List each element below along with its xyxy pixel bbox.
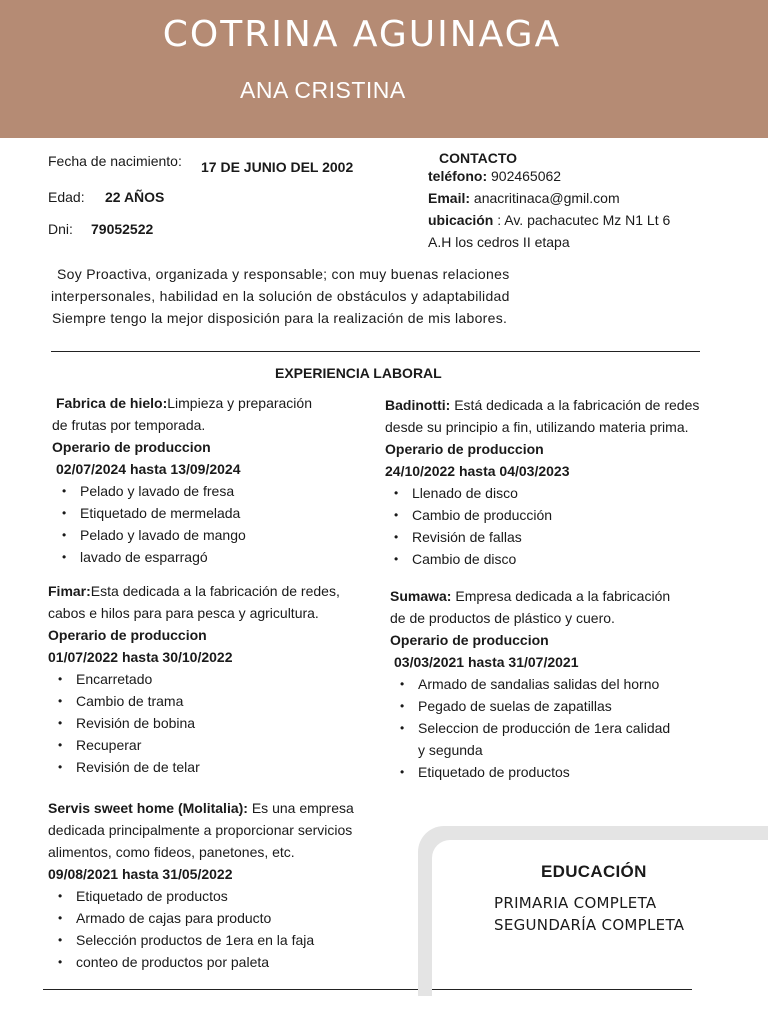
job-sumawa-tasks bbox=[390, 673, 670, 783]
birth-label: Fecha de nacimiento: bbox=[48, 153, 182, 169]
age-value: 22 AÑOS bbox=[105, 189, 165, 205]
location-label: ubicación bbox=[428, 212, 494, 228]
location-value: : Av. pachacutec Mz N1 Lt 6 bbox=[493, 212, 671, 228]
list-item: • Pegado de suelas de zapatillas bbox=[390, 695, 670, 717]
list-item: • Seleccion de producción de 1era calidad bbox=[390, 717, 670, 739]
contact-phone bbox=[428, 165, 561, 187]
contact-location bbox=[428, 209, 670, 231]
profile-line-2: interpersonales, habilidad en la solución de obstáculos y adaptabilidad bbox=[51, 288, 510, 304]
job-servis-tasks bbox=[48, 885, 314, 973]
job-sumawa-desc: Empresa dedicada a la fabricación bbox=[451, 588, 671, 604]
job-badinotti-desc: Está dedicada a la fabricación de redes bbox=[450, 397, 700, 413]
dni-value: 79052522 bbox=[91, 221, 154, 237]
job-sumawa-role: Operario de produccion bbox=[390, 632, 549, 648]
job-fimar-header bbox=[48, 580, 340, 602]
job-badinotti-role: Operario de produccion bbox=[385, 441, 544, 457]
job-sumawa-company: Sumawa: bbox=[390, 588, 452, 604]
job-fimar-desc-2: cabos e hilos para para pesca y agricultura. bbox=[48, 605, 319, 621]
job-servis-company: Servis sweet home (Molitalia): bbox=[48, 800, 248, 816]
section-divider bbox=[51, 351, 700, 352]
job-sumawa-desc-2: de de productos de plástico y cuero. bbox=[390, 610, 615, 626]
list-item: • Cambio de producción bbox=[384, 504, 552, 526]
list-item: • Revisión de de telar bbox=[48, 756, 200, 778]
profile-line-1: Soy Proactiva, organizada y responsable; con muy buenas relaciones bbox=[57, 266, 510, 282]
job-hielo-desc: Limpieza y preparación bbox=[167, 395, 312, 411]
job-sumawa-header bbox=[390, 585, 670, 607]
list-item: • Llenado de disco bbox=[384, 482, 552, 504]
list-item: • Cambio de disco bbox=[384, 548, 552, 570]
job-fimar-dates: 01/07/2022 hasta 30/10/2022 bbox=[48, 649, 233, 665]
job-servis-header bbox=[48, 797, 354, 819]
job-servis-desc-3: alimentos, como fideos, panetones, etc. bbox=[48, 844, 295, 860]
phone-value: 902465062 bbox=[487, 168, 562, 184]
job-badinotti-tasks bbox=[384, 482, 552, 570]
list-item: • Etiquetado de productos bbox=[390, 761, 670, 783]
bottom-rule-right bbox=[432, 989, 692, 990]
job-hielo-dates: 02/07/2024 hasta 13/09/2024 bbox=[56, 461, 241, 477]
experience-title: EXPERIENCIA LABORAL bbox=[275, 365, 442, 381]
list-item: • Revisión de fallas bbox=[384, 526, 552, 548]
list-item: • Pelado y lavado de mango bbox=[52, 524, 246, 546]
contact-title: CONTACTO bbox=[439, 150, 518, 166]
list-item: • Etiquetado de mermelada bbox=[52, 502, 246, 524]
job-hielo-header bbox=[56, 392, 312, 414]
job-hielo-desc-2: de frutas por temporada. bbox=[52, 417, 206, 433]
education-item-2: SEGUNDARÍA COMPLETA bbox=[494, 916, 685, 934]
job-servis-desc-2: dedicada principalmente a proporcionar servicios bbox=[48, 822, 353, 838]
list-item-continuation: y segunda bbox=[418, 742, 483, 758]
surname-title: COTRINA AGUINAGA bbox=[162, 14, 562, 55]
list-item: • Encarretado bbox=[48, 668, 200, 690]
list-item: • Etiquetado de productos bbox=[48, 885, 314, 907]
location-value-line2: A.H los cedros II etapa bbox=[428, 234, 570, 250]
job-hielo-company: Fabrica de hielo: bbox=[56, 395, 168, 411]
job-badinotti-desc-2: desde su principio a fin, utilizando materia prima. bbox=[385, 419, 689, 435]
job-servis-dates: 09/08/2021 hasta 31/05/2022 bbox=[48, 866, 233, 882]
list-item: • Recuperar bbox=[48, 734, 200, 756]
education-item-1: PRIMARIA COMPLETA bbox=[494, 894, 657, 912]
job-fimar-role: Operario de produccion bbox=[48, 627, 207, 643]
first-name: ANA CRISTINA bbox=[240, 77, 406, 103]
list-item: • Armado de cajas para producto bbox=[48, 907, 314, 929]
job-badinotti-header bbox=[385, 394, 699, 416]
job-fimar-desc: Esta dedicada a la fabricación de redes, bbox=[90, 583, 340, 599]
list-item: • Revisión de bobina bbox=[48, 712, 200, 734]
contact-email bbox=[428, 187, 620, 209]
list-item: • lavado de esparragó bbox=[52, 546, 246, 568]
job-hielo-role: Operario de produccion bbox=[52, 439, 211, 455]
job-servis-desc: Es una empresa bbox=[247, 800, 354, 816]
dni-label: Dni: bbox=[48, 221, 73, 237]
bottom-rule-left bbox=[43, 989, 418, 990]
job-hielo-tasks bbox=[52, 480, 246, 568]
list-item: • Cambio de trama bbox=[48, 690, 200, 712]
list-item: • Selección productos de 1era en la faja bbox=[48, 929, 314, 951]
profile-line-3: Siempre tengo la mejor disposición para la realización de mis labores. bbox=[52, 310, 508, 326]
birth-value: 17 DE JUNIO DEL 2002 bbox=[201, 159, 354, 175]
job-sumawa-dates: 03/03/2021 hasta 31/07/2021 bbox=[394, 654, 579, 670]
job-fimar-company: Fimar: bbox=[48, 583, 91, 599]
email-label: Email: bbox=[428, 190, 471, 206]
header-banner bbox=[0, 0, 768, 138]
job-badinotti-company: Badinotti: bbox=[385, 397, 451, 413]
list-item: • conteo de productos por paleta bbox=[48, 951, 314, 973]
phone-label: teléfono: bbox=[428, 168, 488, 184]
list-item: • Pelado y lavado de fresa bbox=[52, 480, 246, 502]
list-item: • Armado de sandalias salidas del horno bbox=[390, 673, 670, 695]
age-label: Edad: bbox=[48, 189, 85, 205]
email-value: anacritinaca@gmil.com bbox=[470, 190, 620, 206]
education-title: EDUCACIÓN bbox=[541, 862, 647, 881]
job-fimar-tasks bbox=[48, 668, 200, 778]
job-badinotti-dates: 24/10/2022 hasta 04/03/2023 bbox=[385, 463, 570, 479]
